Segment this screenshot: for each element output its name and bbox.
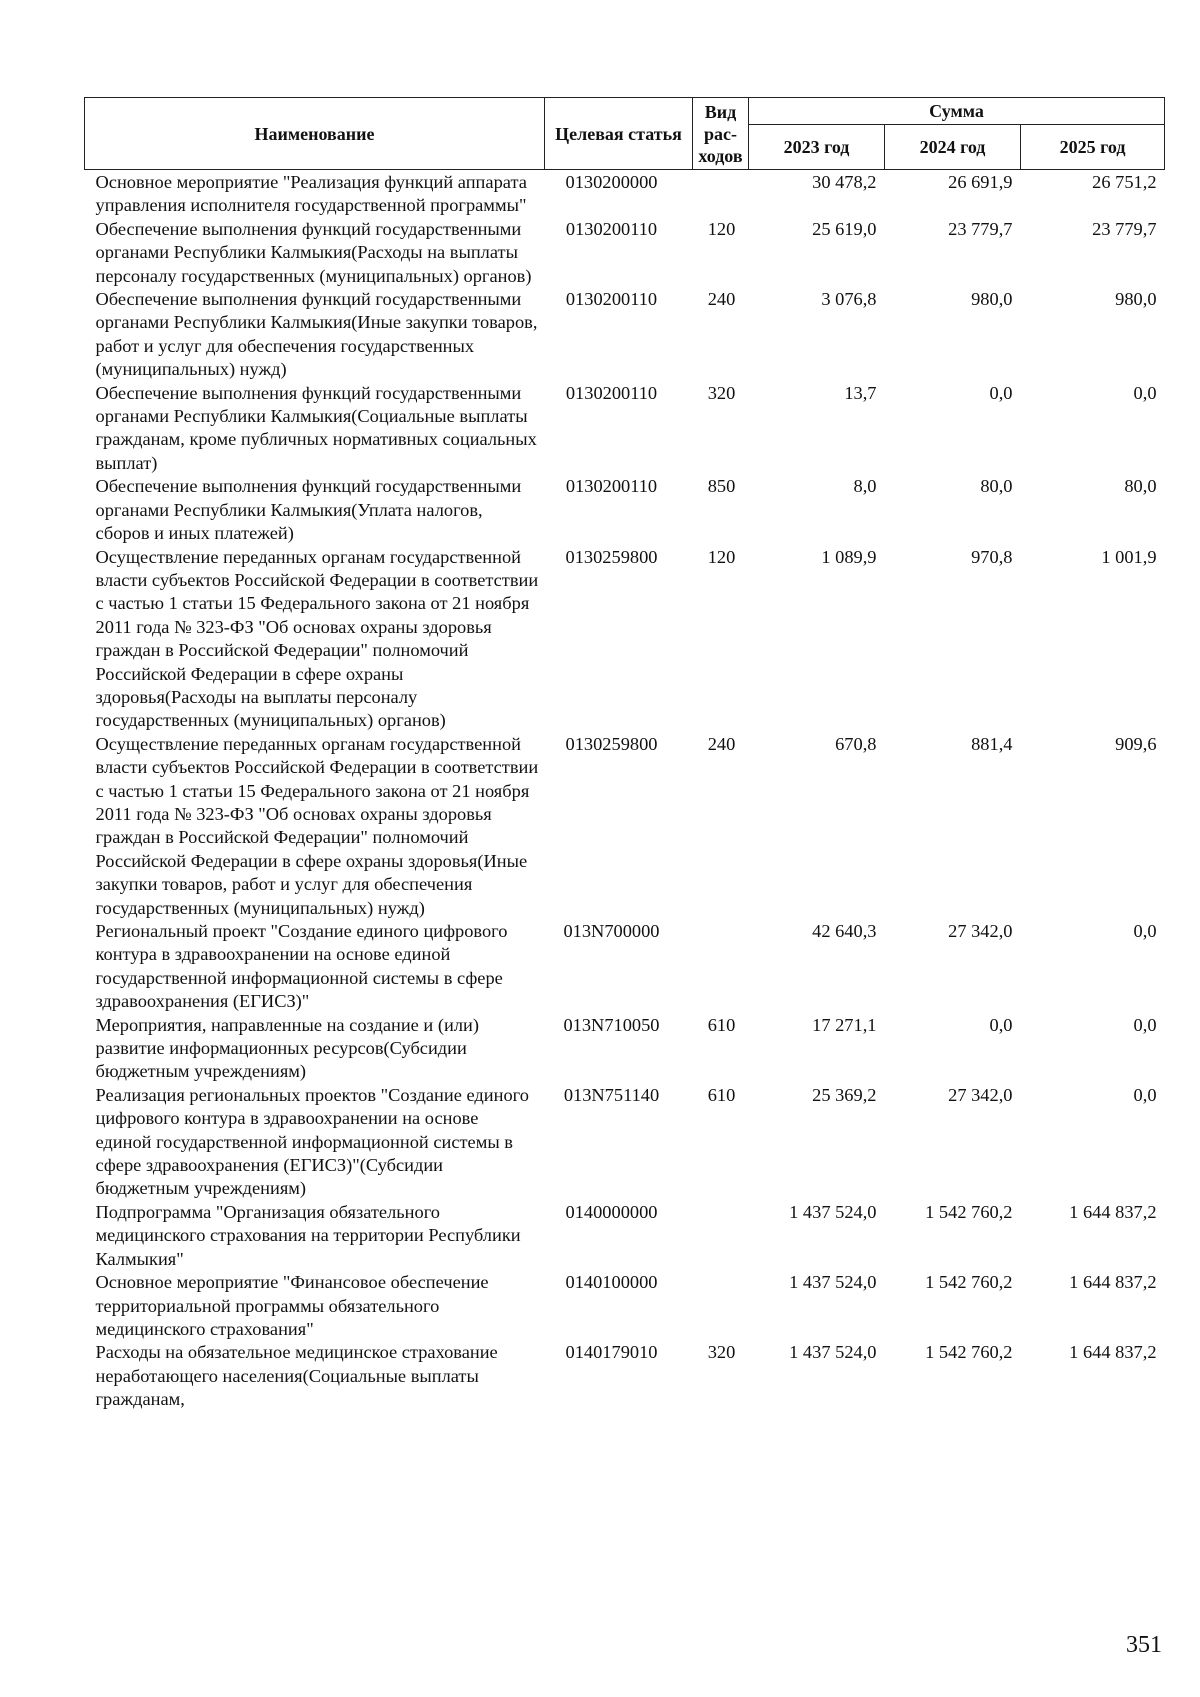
row-value-2025: 1 001,9	[1101, 546, 1157, 567]
row-value-2024: 1 542 760,2	[925, 1342, 1013, 1363]
row-value-2024: 0,0	[989, 382, 1013, 403]
row-name: Осуществление переданных органам государственной власти субъектов Российской Федерации в соответствии с частью 1 статьи 15 Федерального закона от 21 ноября 2011 года № 323-ФЗ "Об основах охраны здоровья граждан в Российской Федерации" полномочий Российской Федерации в сфере охраны здоровья(Иные закупки товаров, работ и услуг для обеспечения государственных (муниципальных) нужд)	[95, 733, 539, 918]
table-row	[85, 1201, 1165, 1271]
row-value-2025: 0,0	[1133, 382, 1157, 403]
row-value-2023: 25 619,0	[812, 218, 877, 239]
row-value-2024: 0,0	[989, 1014, 1013, 1035]
row-target-article: 0130200110	[565, 218, 658, 239]
row-value-2023: 1 437 524,0	[789, 1272, 877, 1293]
row-name: Обеспечение выполнения функций государственными органами Республики Калмыкия(Расходы на выплаты персоналу государственных (муниципальных) органов)	[95, 218, 532, 286]
row-value-2023: 1 437 524,0	[789, 1201, 877, 1222]
row-value-2024: 27 342,0	[948, 921, 1013, 941]
header-year-2023: 2023 год	[749, 125, 885, 170]
table-row	[85, 1014, 1165, 1084]
header-sum: Сумма	[749, 98, 1165, 125]
row-value-2025: 1 644 837,2	[1069, 1201, 1157, 1222]
row-value-2024: 26 691,9	[948, 172, 1013, 192]
table-row	[85, 475, 1165, 545]
row-target-article: 0130200110	[565, 289, 658, 310]
row-value-2024: 27 342,0	[948, 1084, 1013, 1105]
row-value-2025: 23 779,7	[1092, 218, 1157, 239]
row-value-2025: 26 751,2	[1092, 172, 1157, 192]
row-value-2023: 42 640,3	[812, 921, 877, 941]
row-value-2025: 1 644 837,2	[1069, 1272, 1157, 1293]
row-name: Мероприятия, направленные на создание и (или) развитие информационных ресурсов(Субсидии бюджетным учреждениям)	[95, 1014, 479, 1082]
row-target-article: 013N751140	[563, 1084, 660, 1105]
row-value-2023: 1 089,9	[821, 546, 877, 567]
row-value-2024: 80,0	[980, 476, 1013, 497]
row-expense-type: 240	[707, 289, 736, 310]
row-value-2025: 1 644 837,2	[1069, 1342, 1157, 1363]
row-name: Региональный проект "Создание единого цифрового контура в здравоохранении на основе единой государственной информационной системы в сфере здравоохранения (ЕГИСЗ)"	[95, 921, 508, 1012]
row-value-2025: 909,6	[1115, 733, 1157, 754]
row-name: Подпрограмма "Организация обязательного медицинского страхования на территории Республики Калмыкия"	[95, 1201, 521, 1269]
table-row	[85, 546, 1165, 733]
row-value-2023: 17 271,1	[812, 1014, 877, 1035]
table-row	[85, 733, 1165, 920]
row-name: Расходы на обязательное медицинское страхование неработающего населения(Социальные выплаты гражданам,	[95, 1342, 498, 1410]
row-target-article: 0140179010	[565, 1342, 658, 1363]
header-target-article: Целевая статья	[545, 98, 693, 170]
row-value-2023: 30 478,2	[812, 172, 877, 192]
row-target-article: 0130259800	[565, 733, 658, 754]
row-target-article: 0130200000	[565, 172, 658, 192]
row-value-2023: 8,0	[853, 476, 877, 497]
row-value-2024: 980,0	[971, 289, 1013, 310]
row-value-2025: 80,0	[1124, 476, 1157, 497]
table-row	[85, 218, 1165, 288]
table-header	[85, 98, 1165, 170]
row-value-2024: 1 542 760,2	[925, 1272, 1013, 1293]
row-value-2023: 670,8	[835, 733, 877, 754]
row-name: Обеспечение выполнения функций государственными органами Республики Калмыкия(Социальные выплаты гражданам, кроме публичных нормативных социальных выплат)	[95, 382, 537, 473]
row-name: Обеспечение выполнения функций государственными органами Республики Калмыкия(Иные закупки товаров, работ и услуг для обеспечения государственных (муниципальных) нужд)	[95, 289, 538, 380]
row-value-2025: 980,0	[1115, 289, 1157, 310]
header-expense-type: Вид рас-ходов	[693, 98, 749, 170]
row-expense-type	[693, 170, 749, 218]
table-body	[85, 170, 1165, 1412]
row-expense-type: 320	[707, 1342, 736, 1363]
row-expense-type	[693, 1201, 749, 1271]
row-target-article: 0130200110	[565, 476, 658, 497]
row-expense-type	[693, 920, 749, 1014]
table-row	[85, 1084, 1165, 1201]
row-target-article: 0130200110	[565, 382, 658, 403]
header-year-2024: 2024 год	[885, 125, 1021, 170]
table-row	[85, 288, 1165, 382]
row-name: Осуществление переданных органам государственной власти субъектов Российской Федерации в соответствии с частью 1 статьи 15 Федерального закона от 21 ноября 2011 года № 323-ФЗ "Об основах охраны здоровья граждан в Российской Федерации" полномочий Российской Федерации в сфере охраны здоровья(Расходы на выплаты персоналу государственных (муниципальных) органов)	[95, 546, 539, 731]
row-expense-type	[693, 1271, 749, 1341]
table-row	[85, 170, 1165, 218]
row-target-article: 013N710050	[563, 1014, 660, 1035]
row-value-2025: 0,0	[1133, 1084, 1157, 1105]
row-expense-type: 120	[707, 218, 736, 239]
row-expense-type: 610	[707, 1084, 736, 1105]
budget-table-page	[84, 97, 1164, 1412]
row-target-article: 0140000000	[565, 1201, 658, 1222]
row-expense-type: 240	[707, 733, 736, 754]
table-row	[85, 1341, 1165, 1411]
row-name: Реализация региональных проектов "Создание единого цифрового контура в здравоохранении на основе единой государственной информационной системы в сфере здравоохранения (ЕГИСЗ)"(Субсидии бюджетным учреждениям)	[95, 1084, 529, 1199]
row-name: Основное мероприятие "Реализация функций аппарата управления исполнителя государственной программы"	[95, 172, 527, 216]
row-name: Обеспечение выполнения функций государственными органами Республики Калмыкия(Уплата налогов, сборов и иных платежей)	[95, 476, 522, 544]
page-number: 351	[1126, 1632, 1162, 1658]
row-value-2023: 25 369,2	[812, 1084, 877, 1105]
row-value-2024: 970,8	[971, 546, 1013, 567]
row-value-2024: 23 779,7	[948, 218, 1013, 239]
header-year-2025: 2025 год	[1021, 125, 1165, 170]
row-value-2024: 1 542 760,2	[925, 1201, 1013, 1222]
row-expense-type: 850	[707, 476, 736, 497]
row-expense-type: 320	[707, 382, 736, 403]
row-expense-type: 120	[707, 546, 736, 567]
row-value-2025: 0,0	[1133, 921, 1157, 941]
table-row	[85, 382, 1165, 476]
row-target-article: 0140100000	[565, 1272, 658, 1293]
budget-table	[84, 97, 1165, 1412]
row-value-2023: 3 076,8	[821, 289, 877, 310]
row-target-article: 013N700000	[563, 921, 660, 941]
row-value-2023: 13,7	[844, 382, 877, 403]
table-row	[85, 920, 1165, 1014]
header-name: Наименование	[85, 98, 545, 170]
row-target-article: 0130259800	[565, 546, 658, 567]
row-value-2024: 881,4	[971, 733, 1013, 754]
row-name: Основное мероприятие "Финансовое обеспечение территориальной программы обязательного медицинского страхования"	[95, 1272, 489, 1339]
row-value-2025: 0,0	[1133, 1014, 1157, 1035]
row-value-2023: 1 437 524,0	[789, 1342, 877, 1363]
table-row	[85, 1271, 1165, 1341]
row-expense-type: 610	[707, 1014, 736, 1035]
